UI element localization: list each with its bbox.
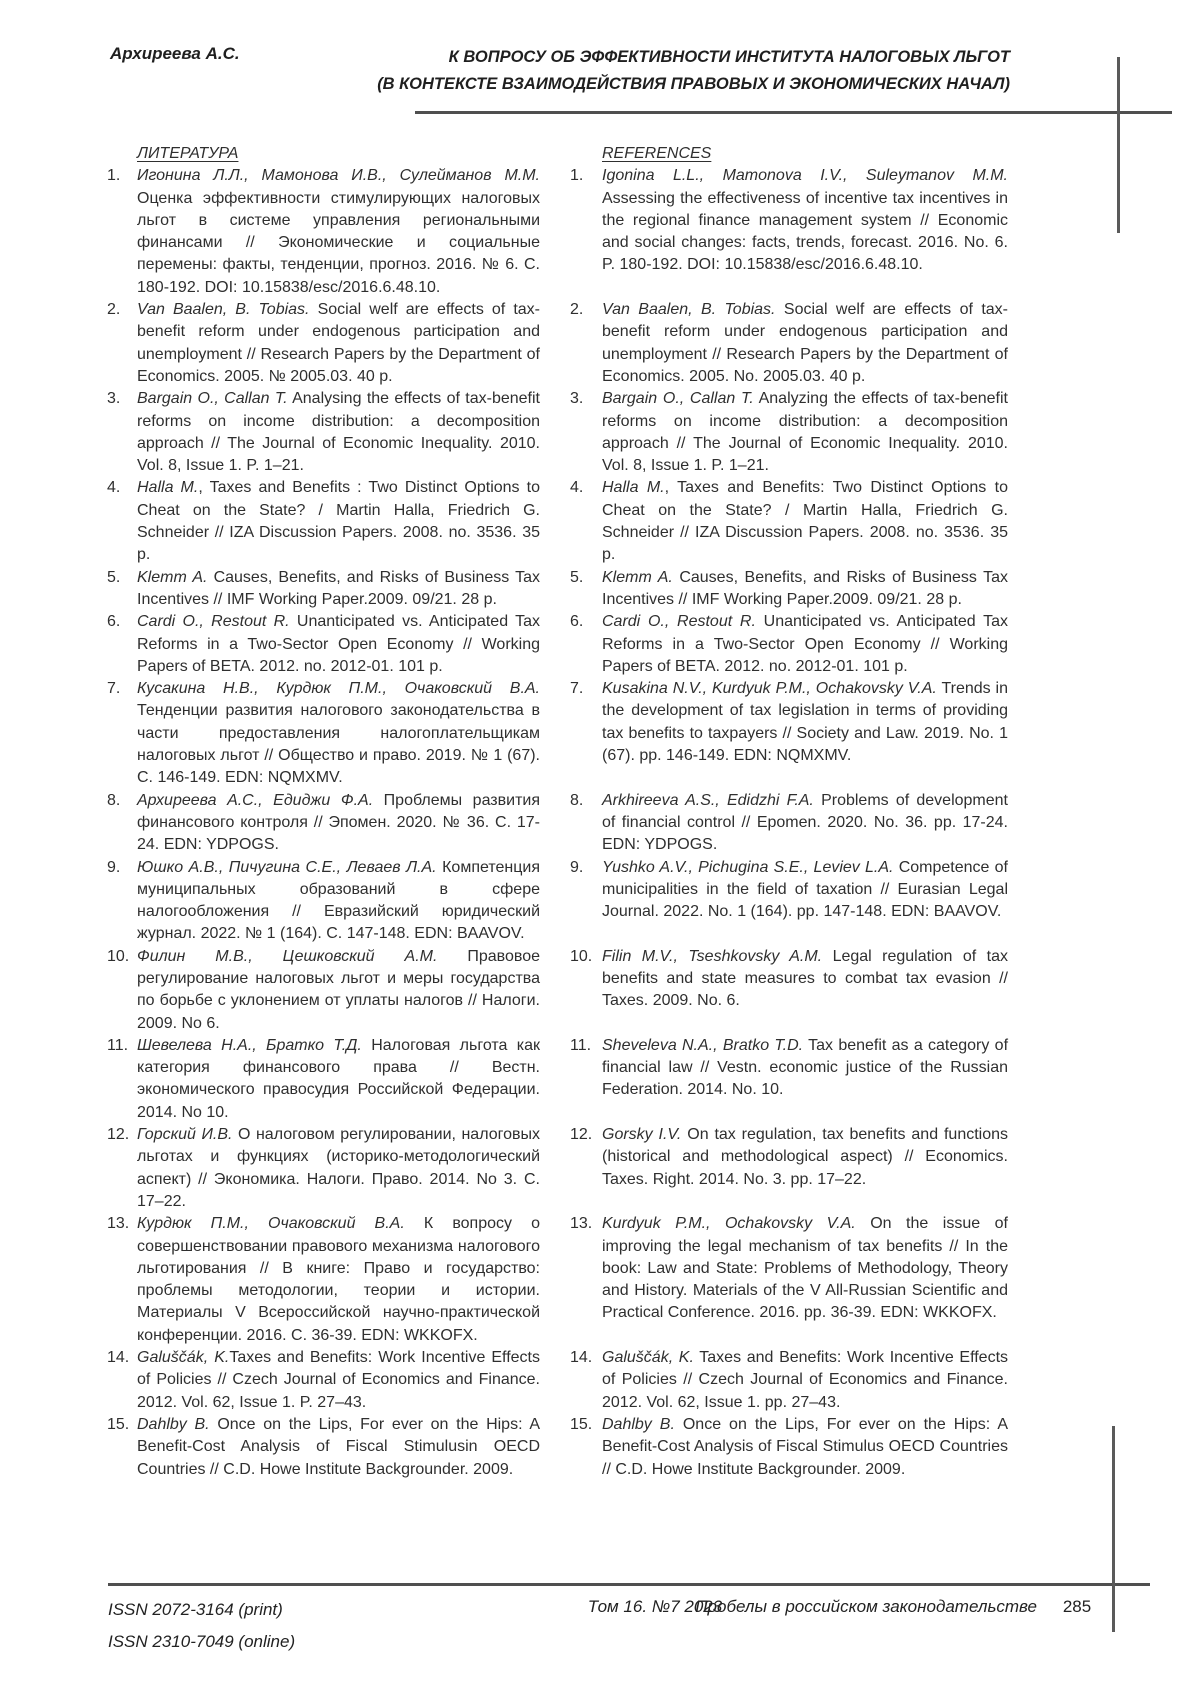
reference-number: 9. <box>570 858 584 876</box>
reference-text: К вопросу о совершенствовании правового механизма налогового льготирования // В книге: Право и государство: проблемы методологии, теории и истории. Материалы V Всероссийской научно-практической конференции. 2016. С. 36-39. EDN: WKKOFX. <box>137 1215 540 1344</box>
reference-number: 10. <box>570 947 593 965</box>
reference-number: 8. <box>107 791 121 809</box>
issn-online: ISSN 2310-7049 (online) <box>108 1632 296 1651</box>
reference-item <box>570 299 1008 388</box>
reference-number: 6. <box>570 613 584 631</box>
reference-text: Правовое регулирование налоговых льгот и меры государства по борьбе с уклонением от уплаты налогов // Налоги. 2009. No 6. <box>137 947 541 1032</box>
reference-number: 7. <box>570 680 584 698</box>
reference-item <box>570 611 1008 678</box>
reference-number: 12. <box>570 1126 593 1144</box>
crop-mark-top-right <box>1117 57 1120 233</box>
reference-text: Social welf are effects of tax-benefit reform under endogenous participation and unemployment // Research Papers by the Department of Economics. 2005. № 2005.03. 40 p. <box>137 301 541 385</box>
reference-number: 4. <box>107 479 121 497</box>
reference-item <box>107 1347 540 1414</box>
reference-text: Проблемы развития финансового контроля // Эпомен. 2020. № 36. С. 17-24. EDN: YDPOGS. <box>137 791 541 854</box>
reference-item <box>107 567 540 612</box>
reference-authors: Филин М.В., Цешковский А.М. <box>137 947 438 965</box>
reference-authors: Van Baalen, B. Tobias. <box>602 301 776 319</box>
reference-authors: Cardi O., Restout R. <box>602 613 756 631</box>
reference-authors: Юшко А.В., Пичугина С.Е., Леваев Л.А. <box>137 858 437 876</box>
reference-number: 12. <box>107 1126 130 1144</box>
volume-info: Том 16. №7 2023 <box>587 1597 723 1616</box>
reference-item <box>570 790 1008 857</box>
reference-item <box>107 165 540 299</box>
header-rule <box>415 111 1172 114</box>
reference-authors: Galuščák, K. <box>602 1349 694 1367</box>
reference-item <box>570 857 1008 924</box>
reference-text: Problems of development of financial control // Epomen. 2020. No. 36. pp. 17-24. EDN: YDPOGS. <box>602 791 1009 854</box>
reference-authors: Игонина Л.Л., Мамонова И.В., Сулейманов М.М. <box>137 167 540 185</box>
reference-text: Assessing the effectiveness of incentive tax incentives in the regional finance management system // Economic and social changes: facts, trends, forecast. 2016. No. 6. P. 180-192. DOI: 10.15838/esc/2016.6.48.10. <box>602 189 1008 274</box>
reference-number: 14. <box>570 1349 593 1367</box>
reference-number: 5. <box>107 568 121 586</box>
reference-authors: Halla M. <box>137 479 199 497</box>
reference-item <box>107 678 540 789</box>
reference-text: Analysing the effects of tax-benefit reforms on income distribution: a decomposition approach // The Journal of Economic Inequality. 2010. Vol. 8, Issue 1. P. 1–21. <box>137 390 541 475</box>
reference-number: 3. <box>107 390 121 408</box>
reference-item <box>107 1213 540 1347</box>
crop-mark-bottom-right <box>1112 1426 1115 1632</box>
reference-text: , Taxes and Benefits: Two Distinct Options to Cheat on the State? / Martin Halla, Friedrich G. Schneider // IZA Discussion Papers. 2008. no. 3536. 35 p. <box>602 479 1008 564</box>
reference-text: Competence of municipalities in the field of taxation // Eurasian Legal Journal. 2022. No. 1 (164). pp. 147-148. EDN: BAAVOV. <box>602 858 1009 921</box>
reference-number: 4. <box>570 479 584 497</box>
reference-authors: Halla M. <box>602 479 665 497</box>
reference-authors: Filin M.V., Tseshkovsky A.M. <box>602 947 823 965</box>
reference-authors: Bargain O., Callan T. <box>602 390 754 408</box>
reference-item <box>570 1124 1008 1191</box>
article-title-line-1: К ВОПРОСУ ОБ ЭФФЕКТИВНОСТИ ИНСТИТУТА НАЛОГОВЫХ ЛЬГОТ <box>448 48 1010 66</box>
footer-rule <box>108 1583 1150 1586</box>
reference-text: Trends in the development of tax legislation in terms of providing tax benefits to taxpayers // Society and Law. 2019. No. 1 (67). pp. 146-149. EDN: NQMXMV. <box>602 680 1009 765</box>
reference-text: Causes, Benefits, and Risks of Business Tax Incentives // IMF Working Paper.2009. 09/21. 28 p. <box>602 568 1008 608</box>
issn-block <box>108 1594 295 1658</box>
reference-item <box>570 165 1008 276</box>
reference-text: Once on the Lips, For ever on the Hips: A Benefit-Cost Analysis of Fiscal Stimulusin OECD Countries // C.D. Howe Institute Backgrounder. 2009. <box>137 1415 541 1478</box>
reference-text: Unanticipated vs. Anticipated Tax Reforms in a Two-Sector Open Economy // Working Papers of BETA. 2012. no. 2012-01. 101 p. <box>602 613 1009 675</box>
reference-item <box>570 1213 1008 1324</box>
reference-number: 8. <box>570 791 584 809</box>
reference-number: 7. <box>107 680 121 698</box>
reference-authors: Yushko A.V., Pichugina S.E., Leviev L.A. <box>602 858 894 876</box>
reference-authors: Архиреева А.С., Едиджи Ф.А. <box>137 791 374 809</box>
reference-number: 13. <box>570 1215 593 1233</box>
reference-text: Компетенция муниципальных образований в сфере налогообложения // Евразийский юридический журнал. 2022. № 1 (164). С. 147-148. EDN: BAAVOV. <box>137 858 540 943</box>
reference-number: 6. <box>107 613 121 631</box>
reference-number: 14. <box>107 1349 130 1367</box>
reference-number: 9. <box>107 858 121 876</box>
reference-item <box>107 857 540 946</box>
reference-item <box>107 1124 540 1213</box>
reference-number: 15. <box>107 1415 130 1433</box>
reference-text: Social welf are effects of tax-benefit reform under endogenous participation and unemployment // Research Papers by the Department of Economics. 2005. No. 2005.03. 40 p. <box>602 301 1008 385</box>
reference-number: 11. <box>570 1036 592 1054</box>
reference-item <box>570 1347 1008 1414</box>
reference-text: Causes, Benefits, and Risks of Business Tax Incentives // IMF Working Paper.2009. 09/21. 28 p. <box>137 568 540 608</box>
article-title <box>330 44 1010 98</box>
literature-heading: ЛИТЕРАТУРА <box>137 145 239 162</box>
reference-authors: Bargain O., Callan T. <box>137 390 288 408</box>
reference-text: Unanticipated vs. Anticipated Tax Reforms in a Two-Sector Open Economy // Working Papers of BETA. 2012. no. 2012-01. 101 p. <box>137 613 541 675</box>
reference-number: 2. <box>570 301 584 319</box>
references-heading: REFERENCES <box>602 145 712 162</box>
reference-authors: Горский И.В. <box>137 1126 233 1144</box>
reference-authors: Cardi O., Restout R. <box>137 613 290 631</box>
reference-text: Once on the Lips, For ever on the Hips: A Benefit-Cost Analysis of Fiscal Stimulus OECD Countries // C.D. Howe Institute Backgrounder. 2009. <box>602 1415 1008 1478</box>
issn-print: ISSN 2072-3164 (print) <box>108 1600 283 1619</box>
reference-text: On tax regulation, tax benefits and functions (historical and methodological aspect) // Economics. Taxes. Right. 2014. No. 3. pp. 17–22. <box>602 1126 1009 1188</box>
article-title-line-2: (В КОНТЕКСТЕ ВЗАИМОДЕЙСТВИЯ ПРАВОВЫХ И ЭКОНОМИЧЕСКИХ НАЧАЛ) <box>377 75 1010 93</box>
reference-authors: Sheveleva N.A., Bratko T.D. <box>602 1036 804 1054</box>
reference-item <box>570 567 1008 612</box>
journal-title: Пробелы в российском законодательстве <box>695 1597 1037 1616</box>
reference-number: 1. <box>570 167 584 185</box>
page-number: 285 <box>1062 1597 1092 1616</box>
reference-item <box>107 388 540 477</box>
reference-item <box>107 946 540 1035</box>
reference-text: , Taxes and Benefits : Two Distinct Options to Cheat on the State? / Martin Halla, Friedrich G. Schneider // IZA Discussion Papers. 2008. no. 3536. 35 p. <box>137 479 540 564</box>
reference-item <box>107 477 540 566</box>
reference-item <box>570 946 1008 1013</box>
reference-text: On the issue of improving the legal mechanism of tax benefits // In the book: Law and State: Problems of Methodology, Theory and History. Materials of the V All-Russian Scientific and Practical Conference. 2016. pp. 36-39. EDN: WKKOFX. <box>602 1215 1008 1322</box>
reference-authors: Galuščák, K. <box>137 1349 230 1367</box>
reference-item <box>107 1035 540 1124</box>
reference-number: 10. <box>107 947 130 965</box>
reference-text: Taxes and Benefits: Work Incentive Effects of Policies // Czech Journal of Economics and Finance. 2012. Vol. 62, Issue 1. pp. 27–43. <box>602 1349 1009 1411</box>
reference-authors: Klemm A. <box>137 568 208 586</box>
reference-authors: Arkhireeva A.S., Edidzhi F.A. <box>602 791 814 809</box>
reference-number: 3. <box>570 390 584 408</box>
reference-item <box>570 1414 1008 1481</box>
reference-item <box>107 611 540 678</box>
reference-text: Тенденции развития налогового законодательства в части предоставления налогоплательщикам налоговых льгот // Общество и право. 2019. № 1 (67). С. 146-149. EDN: NQMXMV. <box>137 702 540 787</box>
reference-number: 15. <box>570 1415 593 1433</box>
reference-authors: Gorsky I.V. <box>602 1126 682 1144</box>
reference-text: Taxes and Benefits: Work Incentive Effects of Policies // Czech Journal of Economics and Finance. 2012. Vol. 62, Issue 1. P. 27–43. <box>137 1349 541 1411</box>
reference-number: 11. <box>107 1036 129 1054</box>
reference-authors: Kurdyuk P.M., Ochakovsky V.A. <box>602 1215 856 1233</box>
reference-authors: Курдюк П.М., Очаковский В.А. <box>137 1215 405 1233</box>
reference-authors: Кусакина Н.В., Курдюк П.М., Очаковский В.А. <box>137 680 540 698</box>
reference-item <box>107 790 540 857</box>
author-name: Архиреева А.С. <box>110 44 240 63</box>
reference-authors: Dahlby B. <box>602 1415 675 1433</box>
reference-number: 2. <box>107 301 121 319</box>
reference-item <box>570 1035 1008 1102</box>
reference-text: Legal regulation of tax benefits and state measures to combat tax evasion // Taxes. 2009. No. 6. <box>602 947 1009 1010</box>
reference-text: Оценка эффективности стимулирующих налоговых льгот в системе управления региональными финансами // Экономические и социальные перемены: факты, тенденции, прогноз. 2016. № 6. С. 180-192. DOI: 10.15838/esc/2016.6.48.10. <box>137 189 540 296</box>
reference-item <box>107 299 540 388</box>
reference-number: 5. <box>570 568 584 586</box>
reference-text: Налоговая льгота как категория финансового права // Вестн. экономического правосудия Российской Федерации. 2014. No 10. <box>137 1036 541 1121</box>
reference-item <box>570 388 1008 477</box>
reference-authors: Kusakina N.V., Kurdyuk P.M., Ochakovsky V.A. <box>602 680 937 698</box>
reference-authors: Шевелева Н.А., Братко Т.Д. <box>137 1036 362 1054</box>
reference-number: 13. <box>107 1215 130 1233</box>
bibliography-section <box>107 143 1008 1481</box>
reference-text: О налоговом регулировании, налоговых льготах и функциях (историко-методологический аспект) // Экономика. Налоги. Право. 2014. No 3. С. 17–22. <box>137 1126 541 1210</box>
reference-number: 1. <box>107 167 121 185</box>
reference-item <box>107 1414 540 1481</box>
reference-item <box>570 477 1008 566</box>
reference-authors: Van Baalen, B. Tobias. <box>137 301 310 319</box>
reference-text: Tax benefit as a category of financial law // Vestn. economic justice of the Russian Federation. 2014. No. 10. <box>602 1036 1009 1099</box>
reference-authors: Klemm A. <box>602 568 673 586</box>
reference-authors: Dahlby B. <box>137 1415 210 1433</box>
reference-item <box>570 678 1008 767</box>
reference-authors: Igonina L.L., Mamonova I.V., Suleymanov M.M. <box>602 167 1008 185</box>
reference-text: Analyzing the effects of tax-benefit reforms on income distribution: a decomposition approach // The Journal of Economic Inequality. 2010. Vol. 8, Issue 1. P. 1–21. <box>602 390 1009 475</box>
